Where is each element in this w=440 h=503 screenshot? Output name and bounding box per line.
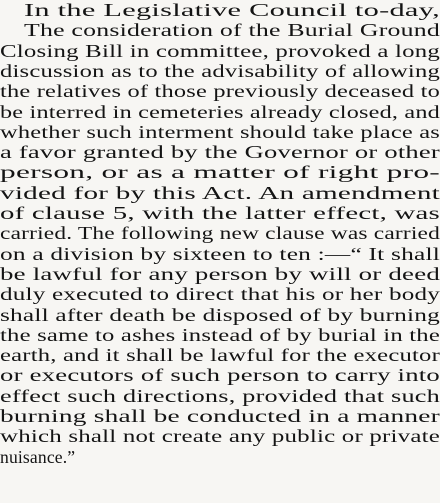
article-line: In the Legislative Council to-day, — [24, 0, 440, 20]
article-line: The consideration of the Burial Ground — [24, 20, 440, 41]
article-line: Closing Bill in committee, provoked a long — [0, 40, 440, 61]
article-line: whether such interment should take place as — [0, 121, 440, 142]
article-line: which shall not create any public or private — [0, 426, 440, 447]
article-line: earth, and it shall be lawful for the executor — [0, 345, 440, 366]
article-line: the relatives of those previously deceased to — [0, 81, 440, 102]
article-line: person, or as a matter of right pro- — [0, 162, 440, 183]
article-line: vided for by this Act. An amendment — [0, 182, 440, 203]
article-line: the same to ashes instead of by burial in the — [0, 324, 440, 345]
article-line: on a division by sixteen to ten :—“ It shall — [0, 243, 440, 264]
article-line: shall after death be disposed of by burning — [0, 304, 440, 325]
article-line: discussion as to the advisability of allowing — [0, 60, 440, 81]
article-line: nuisance.” — [0, 446, 76, 467]
article-line: be lawful for any person by will or deed — [0, 263, 440, 284]
article-line: carried. The following new clause was carried — [0, 223, 440, 244]
article-line: a favor granted by the Governor or other — [0, 142, 440, 163]
article-line: or executors of such person to carry into — [0, 365, 440, 386]
article-line: duly executed to direct that his or her body — [0, 284, 440, 305]
article-line: of clause 5, with the latter effect, was — [0, 203, 440, 223]
article-line: be interred in cemeteries already closed, and — [0, 101, 440, 122]
article-line: effect such directions, provided that such — [0, 385, 440, 406]
article-line: burning shall be conducted in a manner — [0, 406, 440, 426]
